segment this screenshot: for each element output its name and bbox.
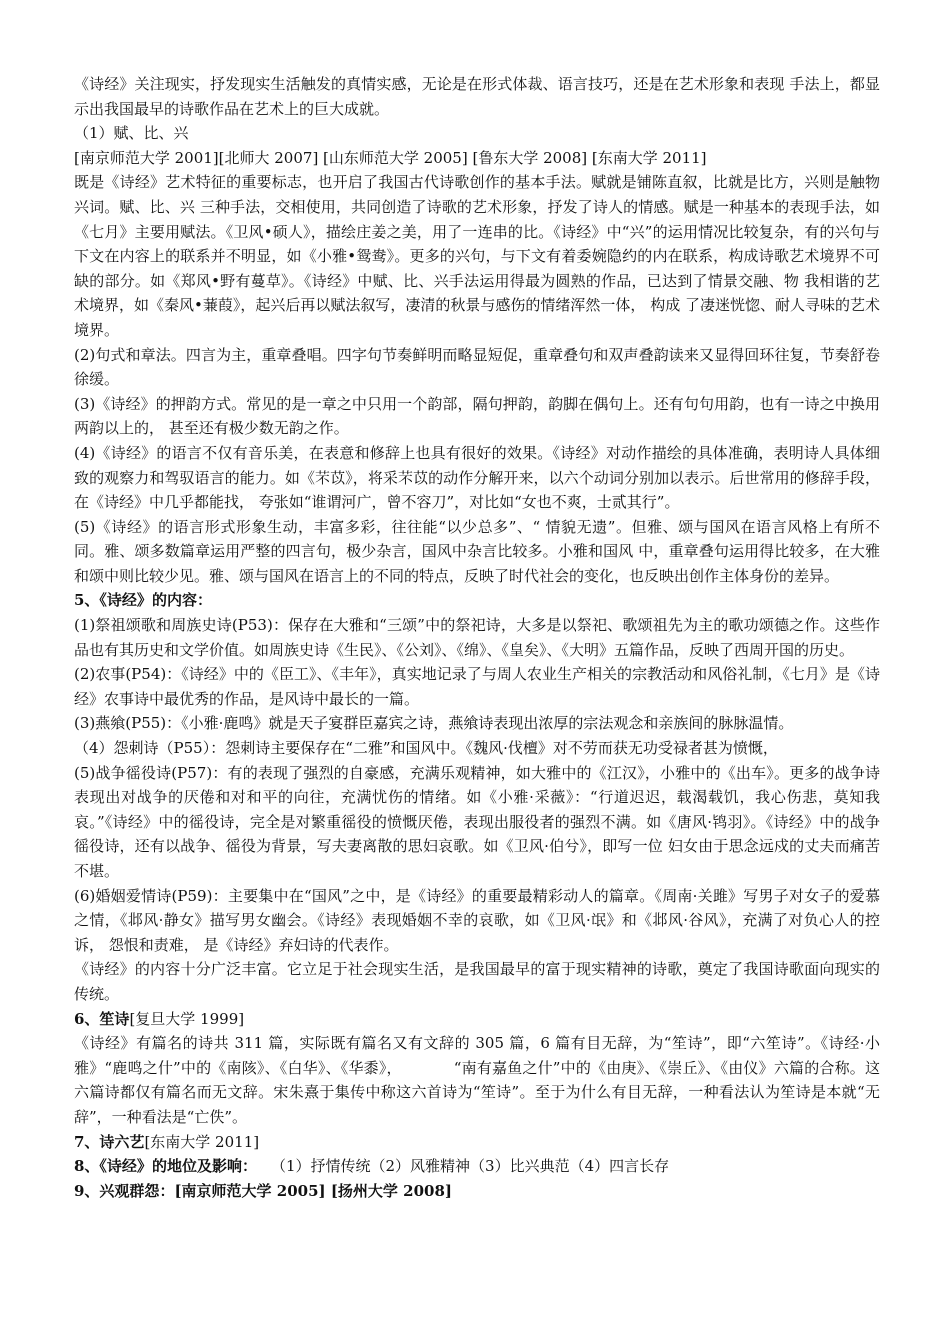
section-heading-7-title: 7、诗六艺 [74, 1132, 145, 1151]
sentence-structure-paragraph: (2)句式和章法。四言为主，重章叠唱。四字句节奏鲜明而略显短促，重章叠句和双声叠韵读来又显得回环往复，节奏舒卷徐缓。 [74, 345, 880, 389]
sheng-shi-paragraph [74, 1031, 880, 1129]
language-paragraph: (4)《诗经》的语言不仅有音乐美，在表意和修辞上也具有很好的效果。《诗经》对动作描绘的具体准确，表明诗人具体细致的观察力和驾驭语言的能力。如《芣苡》，将采芣苡的动作分解开来，以六个动词分别加以表示。后世常用的修辞手段，在《诗经》中几乎都能找， 夸张如“谁谓河广，曾不容刀”，对比如“女也不爽，士贰其行”。 [74, 443, 880, 512]
fu-bi-xing-paragraph: 既是《诗经》艺术特征的重要标志，也开启了我国古代诗歌创作的基本手法。赋就是铺陈直叙，比就是比方，兴则是触物兴词。赋、比、兴 三种手法，交相使用，共同创造了诗歌的艺术形象，抒发了诗人的情感。赋是一种基本的表现手法，如《七月》主要用赋法。《卫风•硕人》，描绘庄姜之美，用了一连串的比。《诗经》中“兴”的运用情况比较复杂，有的兴句与下文在内容上的联系并不明显，如《小雅•鸳鸯》。更多的兴句，与下文有着委婉隐约的内在联系，构成诗歌艺术境界不可缺的部分。如《郑风•野有蔓草》。《诗经》中赋、比、兴手法运用得最为圆熟的作品，已达到了情景交融、物 我相谐的艺术境界，如《秦风•蒹葭》，起兴后再以赋法叙写，凄清的秋景与感伤的情绪浑然一体， 构成 了凄迷恍惚、耐人寻味的艺术境界。 [74, 173, 880, 339]
content-item-6: (6)婚姻爱情诗(P59)：主要集中在“国风”之中，是《诗经》的重要最精彩动人的篇章。《周南·关雎》写男子对女子的爱慕之情，《邶风·静女》描写男女幽会。《诗经》表现婚姻不幸的哀歌，如《卫风·氓》和《邶风·谷风》，充满了对负心人的控诉， 怨恨和责难， 是《诗经》弃妇诗的代表作。 [74, 886, 880, 954]
intro-paragraph: 《诗经》关注现实，抒发现实生活触发的真情实感，无论是在形式体裁、语言技巧，还是在艺术形象和表现 手法上，都显示出我国最早的诗歌作品在艺术上的巨大成就。 [74, 75, 880, 118]
section-heading-6-title: 6、笙诗 [74, 1009, 130, 1028]
section-heading-8-line [74, 1154, 880, 1179]
subheading-fu-bi-xing: （1）赋、比、兴 [74, 124, 189, 143]
section-heading-6 [74, 1007, 880, 1032]
content-item-4: （4）怨刺诗（P55）：怨刺诗主要保存在“二雅”和国风中。《魏风·伐檀》对不劳而获无功受禄者甚为愤慨， [74, 739, 778, 758]
section-heading-8: 8、《诗经》的地位及影响： [74, 1157, 257, 1176]
section-heading-6-tag: [复旦大学 1999] [129, 1009, 245, 1028]
rhyme-paragraph: (3)《诗经》的押韵方式。常见的是一章之中只用一个韵部，隔句押韵，韵脚在偶句上。还有句句用韵，也有一诗之中换用两韵以上的， 甚至还有极少数无韵之作。 [74, 394, 880, 438]
content-item-2: (2)农事(P54)：《诗经》中的《臣工》、《丰年》，真实地记录了与周人农业生产相关的宗教活动和风俗礼制，《七月》是《诗经》农事诗中最优秀的作品，是风诗中最长的一篇。 [74, 665, 880, 708]
section-8-items: （1）抒情传统（2）风雅精神（3）比兴典范（4）四言长存 [270, 1157, 670, 1176]
content-summary: 《诗经》的内容十分广泛丰富。它立足于社会现实生活，是我国最早的富于现实精神的诗歌，奠定了我国诗歌面向现实的传统。 [74, 960, 880, 1003]
content-item-5: (5)战争徭役诗(P57)：有的表现了强烈的自豪感，充满乐观精神，如大雅中的《江汉》，小雅中的《出车》。更多的战争诗表现出对战争的厌倦和对和平的向往，充满忧伤的情绪。如《小雅·采薇》：“行道迟迟，载渴载饥，我心伤悲，莫知我哀。”《诗经》中的徭役诗，完全是对繁重徭役的愤慨厌倦，表现出服役者的强烈不满。如《唐风·鸨羽》。《诗经》中的战争徭役诗，还有以战争、徭役为背景，写夫妻离散的思妇哀歌。如《卫风·伯兮》，即写一位 妇女由于思念远戍的丈夫而痛苦不堪。 [74, 763, 880, 880]
content-item-1: (1)祭祖颂歌和周族史诗(P53)：保存在大雅和“三颂”中的祭祀诗，大多是以祭祀、歌颂祖先为主的歌功颂德之作。这些作品也有其历史和文学价值。如周族史诗《生民》、《公刘》、《绵》、《皇矣》、《大明》五篇作品，反映了西周开国的历史。 [74, 616, 880, 659]
section-heading-7-tag: [东南大学 2011] [144, 1132, 260, 1151]
sheng-shi-part-b: “南有嘉鱼之什”中的《由庚》、《崇丘》、《由仪》六篇的合称。这六篇诗都仅有篇名而无文辞。宋朱熹于集传中称这六首诗为“笙诗”。至于为什么有目无辞，一种看法认为笙诗是本就“无辞”，一种看法是“亡佚”。 [74, 1058, 881, 1126]
section-heading-7 [74, 1130, 880, 1155]
section-heading-5: 5、《诗经》的内容： [74, 591, 212, 610]
document-page [74, 72, 880, 1203]
section-heading-9: 9、兴观群怨：[南京师范大学 2005] [扬州大学 2008] [74, 1181, 452, 1200]
sheng-shi-part-a: 《诗经》有篇名的诗共 311 篇，实际既有篇名又有文辞的 305 篇，6 篇有目无辞，为“笙诗”，即“六笙诗”。《诗经·小雅》“鹿鸣之什”中的《南陔》、《白华》、《华黍》， [74, 1034, 880, 1077]
language-style-paragraph: (5)《诗经》的语言形式形象生动，丰富多彩，往往能“以少总多”、“ 情貌无遗”。但雅、颂与国风在语言风格上有所不同。雅、颂多数篇章运用严整的四言句，极少杂言，国风中杂言比较多。小雅和国风 中，重章叠句运用得比较多，在大雅和颂中则比较少见。雅、颂与国风在语言上的不同的特点，反映了时代社会的变化，也反映出创作主体身份的差异。 [74, 517, 880, 585]
content-item-3: (3)燕飨(P55)：《小雅·鹿鸣》就是天子宴群臣嘉宾之诗，燕飨诗表现出浓厚的宗法观念和亲族间的脉脉温情。 [74, 714, 794, 733]
exam-source-tags: [南京师范大学 2001][北师大 2007] [山东师范大学 2005] [鲁东大学 2008] [东南大学 2011] [74, 148, 707, 167]
